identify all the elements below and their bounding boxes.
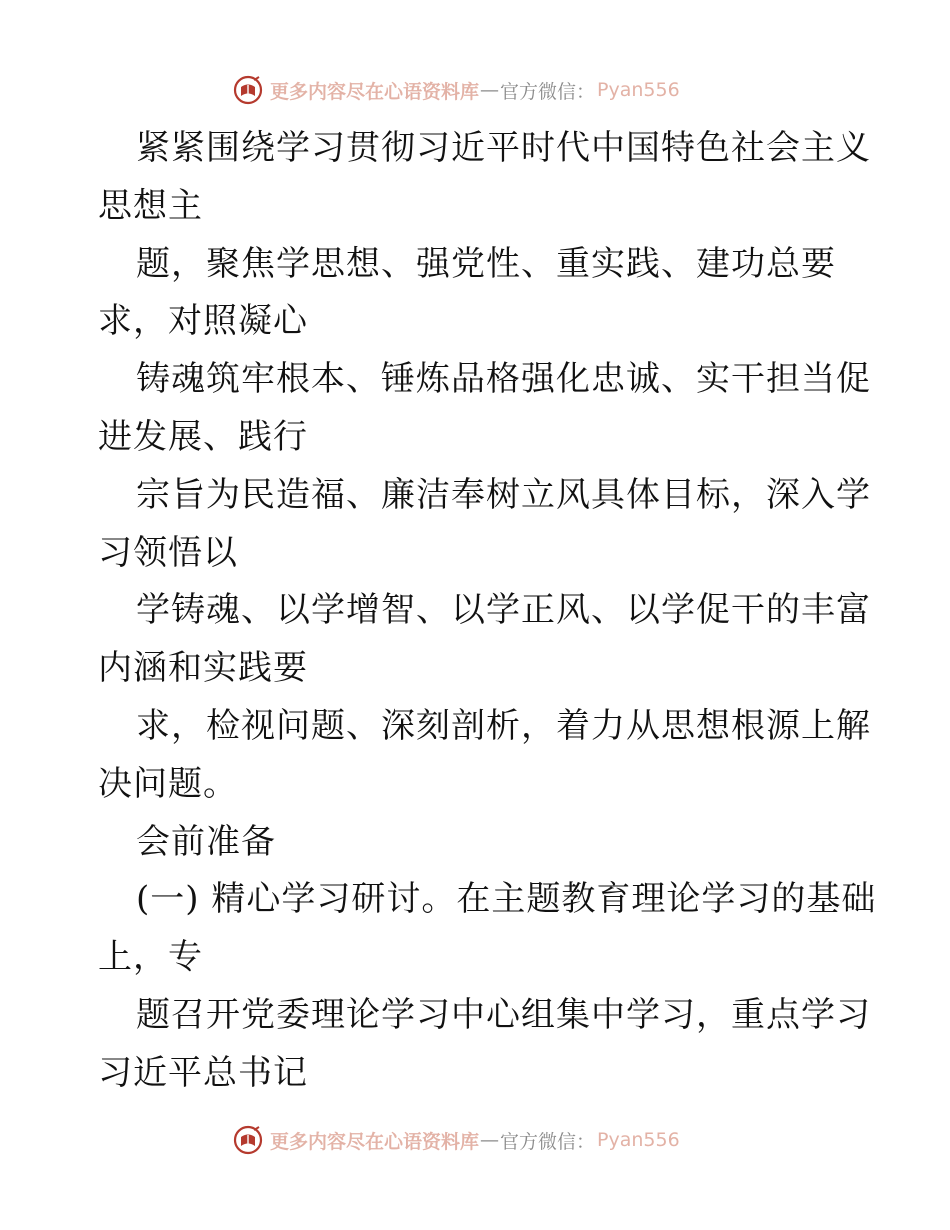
text-line: 进发展、践行 (98, 416, 308, 457)
watermark-label: 官方微信： (500, 80, 596, 103)
text-line: 学铸魂、以学增智、以学正风、以学促干的丰富 (136, 590, 871, 631)
text-line: 习近平总书记 (98, 1052, 308, 1093)
header-watermark (232, 72, 680, 108)
book-logo-icon (232, 1124, 264, 1156)
text-line: 求，检视问题、深刻剖析，着力从思想根源上解 (136, 705, 871, 746)
text-line: 铸魂筑牢根本、锤炼品格强化忠诚、实干担当促 (136, 359, 871, 400)
text-line: 内涵和实践要 (98, 648, 308, 689)
text-line: 紧紧围绕学习贯彻习近平时代中国特色社会主义 (136, 128, 871, 168)
text-line: 习领悟以 (98, 532, 238, 573)
text-line: 求，对照凝心 (98, 301, 308, 342)
watermark-main-text: 更多内容尽在心语资料库 (270, 80, 480, 103)
text-line: 宗旨为民造福、廉洁奉树立风具体目标，深入学 (136, 474, 871, 515)
text-line: 上，专 (98, 937, 203, 978)
watermark-label: 官方微信： (500, 1130, 596, 1153)
watermark-handle: Pyan556 (597, 1129, 680, 1151)
section-heading: 会前准备 (136, 821, 276, 862)
text-line: 题召开党委理论学习中心组集中学习，重点学习 (136, 994, 871, 1035)
document-body (98, 120, 877, 1103)
text-line: 决问题。 (98, 763, 238, 804)
text-line: 思想主 (98, 185, 203, 226)
watermark-dash: — (480, 79, 500, 101)
text-line: 题，聚焦学思想、强党性、重实践、建功总要 (136, 243, 836, 284)
text-line: (一) 精心学习研讨。在主题教育理论学习的基础 (136, 879, 877, 920)
watermark-dash: — (480, 1129, 500, 1151)
watermark-handle: Pyan556 (597, 79, 680, 101)
watermark-main-text: 更多内容尽在心语资料库 (270, 1130, 480, 1153)
book-logo-icon (232, 74, 264, 106)
footer-watermark (232, 1122, 680, 1158)
